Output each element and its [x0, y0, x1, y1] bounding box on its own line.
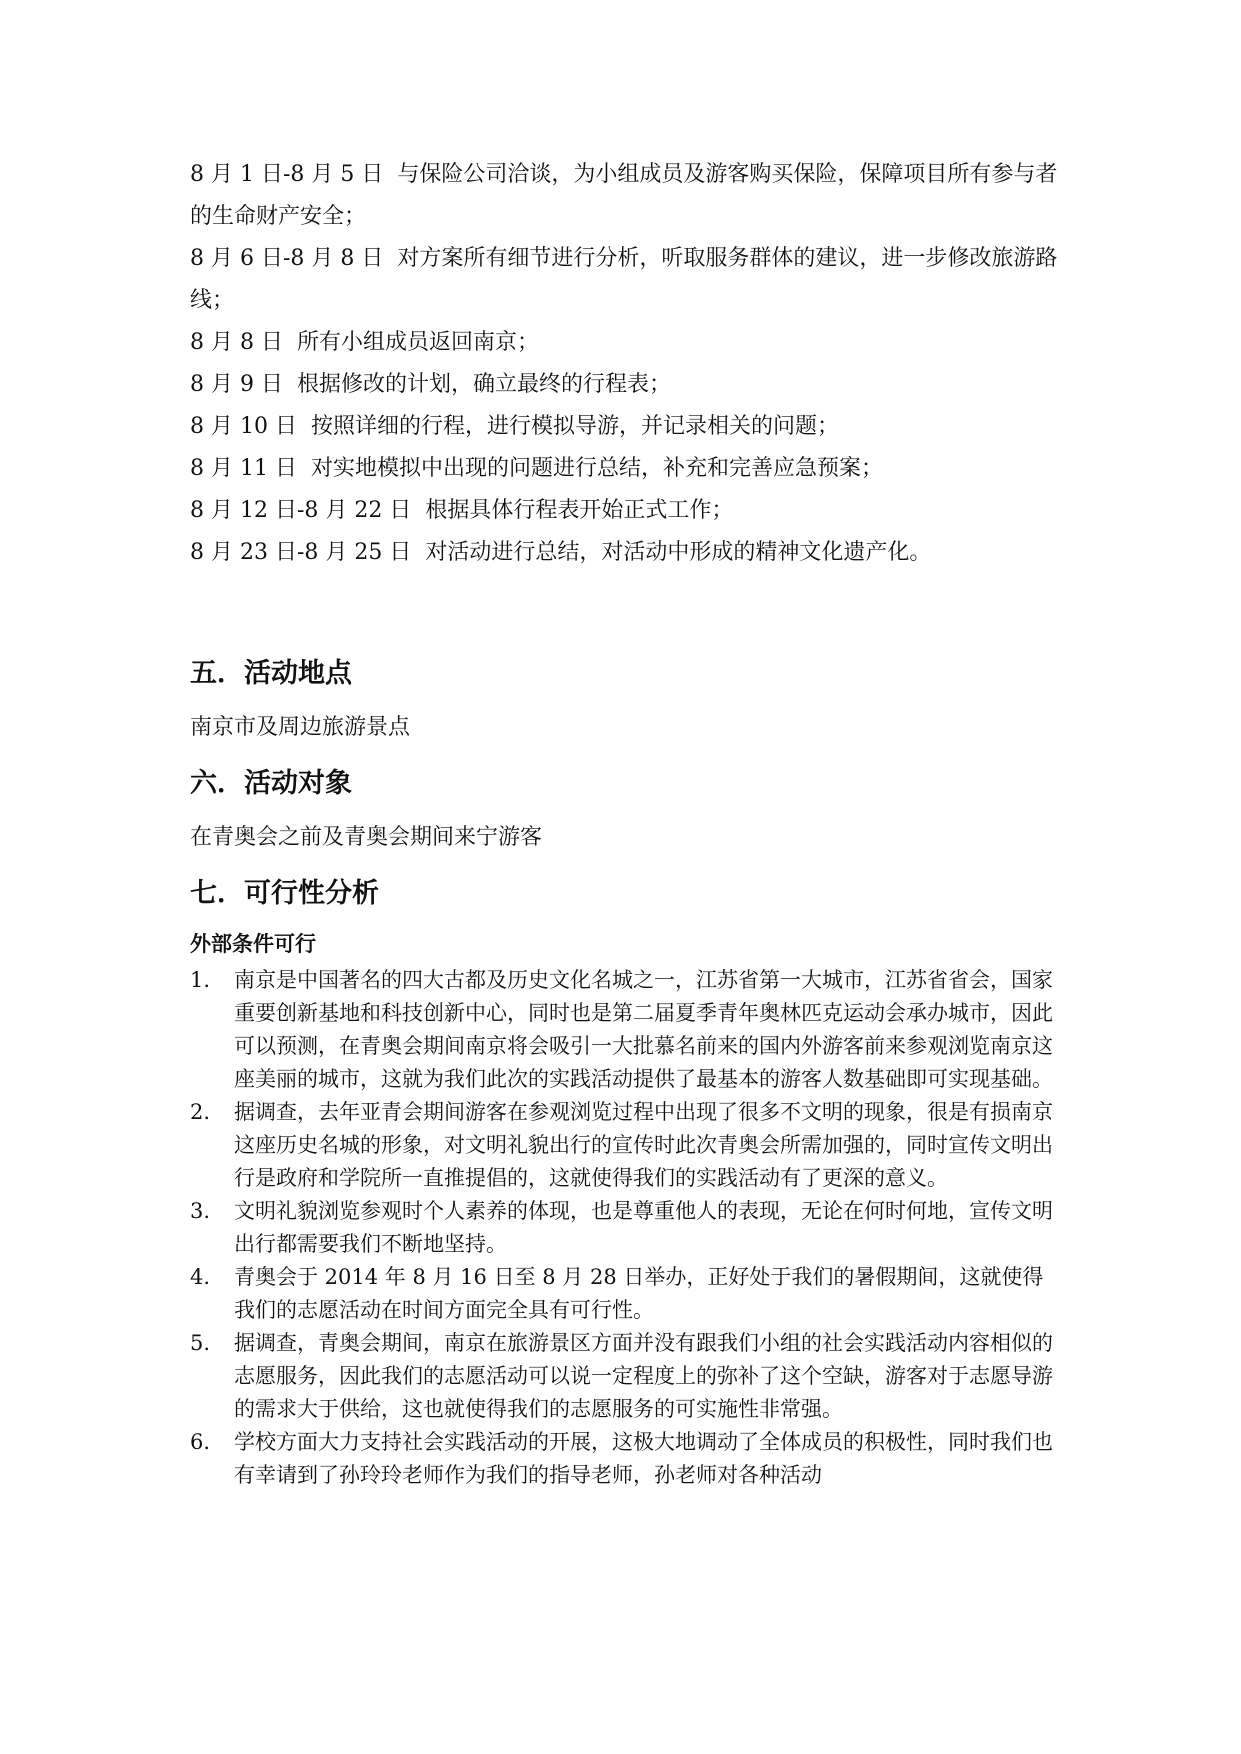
section-feasibility	[190, 874, 1060, 914]
schedule-date: 8 月 10 日	[190, 414, 297, 439]
schedule-date: 8 月 6 日-8 月 8 日	[190, 246, 384, 271]
list-text: 学校方面大力支持社会实践活动的开展，这极大地调动了全体成员的积极性，同时我们也有幸请到了孙玲玲老师作为我们的指导老师，孙老师对各种活动	[234, 1430, 1053, 1487]
section-text: 在青奥会之前及青奥会期间来宁游客	[190, 825, 543, 850]
section-feasibility-sub	[190, 928, 1060, 960]
subsection-heading: 外部条件可行	[190, 932, 316, 956]
schedule-item	[190, 490, 1060, 532]
schedule-item	[190, 364, 1060, 406]
section-heading: 五．活动地点	[190, 658, 352, 689]
list-item	[190, 1426, 1060, 1492]
section-location-body	[190, 708, 1060, 748]
schedule-list	[190, 154, 1060, 574]
section-audience	[190, 764, 1060, 804]
list-text: 南京是中国著名的四大古都及历史文化名城之一，江苏省第一大城市，江苏省省会，国家重要创新基地和科技创新中心，同时也是第二届夏季青年奥林匹克运动会承办城市，因此可以预测，在青奥会期间南京将会吸引一大批慕名前来的国内外游客前来参观浏览南京这座美丽的城市，这就为我们此次的实践活动提供了最基本的游客人数基础即可实现基础。	[234, 968, 1053, 1091]
schedule-text: 根据修改的计划，确立最终的行程表；	[296, 372, 671, 397]
schedule-item	[190, 448, 1060, 490]
schedule-date: 8 月 8 日	[190, 330, 283, 355]
schedule-date: 8 月 11 日	[190, 456, 297, 481]
schedule-item	[190, 532, 1060, 574]
section-heading: 六．活动对象	[190, 768, 352, 799]
list-number: 3.	[190, 1199, 211, 1223]
list-number: 5.	[190, 1331, 211, 1355]
section-text: 南京市及周边旅游景点	[190, 715, 411, 740]
schedule-text: 对活动进行总结，对活动中形成的精神文化遗产化。	[425, 540, 932, 565]
schedule-date: 8 月 12 日-8 月 22 日	[190, 498, 412, 523]
list-number: 2.	[190, 1100, 211, 1124]
list-item	[190, 1327, 1060, 1426]
list-text: 据调查，去年亚青会期间游客在参观浏览过程中出现了很多不文明的现象，很是有损南京这座历史名城的形象，对文明礼貌出行的宣传时此次青奥会所需加强的，同时宣传文明出行是政府和学院所一直推提倡的，这就使得我们的实践活动有了更深的意义。	[234, 1100, 1053, 1190]
section-heading: 七．可行性分析	[190, 878, 379, 909]
schedule-item	[190, 406, 1060, 448]
list-text: 青奥会于 2014 年 8 月 16 日至 8 月 28 日举办，正好处于我们的暑假期间，这就使得我们的志愿活动在时间方面完全具有可行性。	[234, 1265, 1044, 1322]
list-item	[190, 964, 1060, 1096]
list-number: 1.	[190, 968, 211, 992]
list-item	[190, 1195, 1060, 1261]
schedule-text: 所有小组成员返回南京；	[296, 330, 539, 355]
list-item	[190, 1261, 1060, 1327]
schedule-item	[190, 238, 1060, 322]
schedule-date: 8 月 1 日-8 月 5 日	[190, 162, 384, 187]
schedule-date: 8 月 9 日	[190, 372, 283, 397]
schedule-text: 按照详细的行程，进行模拟导游，并记录相关的问题；	[310, 414, 839, 439]
section-audience-body	[190, 818, 1060, 858]
schedule-text: 与保险公司洽谈，为小组成员及游客购买保险，保障项目所有参与者的生命财产安全；	[190, 162, 1058, 229]
list-number: 4.	[190, 1265, 211, 1289]
list-text: 文明礼貌浏览参观时个人素养的体现，也是尊重他人的表现，无论在何时何地，宣传文明出行都需要我们不断地坚持。	[234, 1199, 1053, 1256]
schedule-item	[190, 322, 1060, 364]
section-location	[190, 654, 1060, 694]
list-text: 据调查，青奥会期间，南京在旅游景区方面并没有跟我们小组的社会实践活动内容相似的志愿服务，因此我们的志愿活动可以说一定程度上的弥补了这个空缺，游客对于志愿导游的需求大于供给，这也就使得我们的志愿服务的可实施性非常强。	[234, 1331, 1053, 1421]
schedule-text: 根据具体行程表开始正式工作；	[425, 498, 734, 523]
list-item	[190, 1096, 1060, 1195]
schedule-text: 对方案所有细节进行分析，听取服务群体的建议，进一步修改旅游路线；	[190, 246, 1058, 313]
schedule-item	[190, 154, 1060, 238]
schedule-text: 对实地模拟中出现的问题进行总结，补充和完善应急预案；	[310, 456, 883, 481]
list-number: 6.	[190, 1430, 211, 1454]
schedule-date: 8 月 23 日-8 月 25 日	[190, 540, 412, 565]
feasibility-list	[190, 964, 1060, 1492]
